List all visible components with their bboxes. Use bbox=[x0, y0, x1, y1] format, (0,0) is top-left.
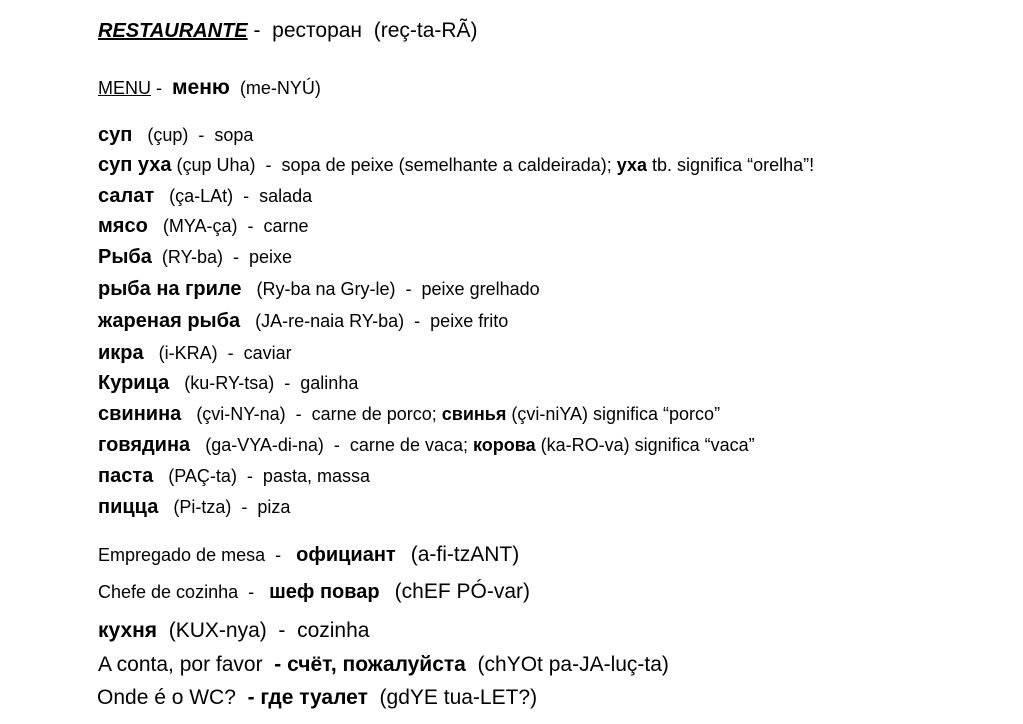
staff-portuguese: Empregado de mesa - bbox=[98, 545, 282, 565]
menu-word: MENU bbox=[98, 78, 151, 98]
bill-pronunciation: (chYOt pa-JA-luç-ta) bbox=[477, 653, 669, 676]
bill-separator: - bbox=[274, 653, 282, 676]
wc-russian: где туалет bbox=[260, 686, 368, 709]
vocab-russian: суп уха bbox=[98, 154, 172, 176]
title-word: RESTAURANTE bbox=[98, 20, 248, 42]
vocab-russian: жареная рыба bbox=[98, 310, 241, 332]
vocab-item bbox=[98, 466, 370, 486]
vocab-translation: (MYA-ça) - carne bbox=[162, 216, 309, 236]
vocab-translation: (ku-RY-tsa) - galinha bbox=[184, 373, 359, 393]
vocab-translation-secondary: (çvi-niYA) significa “porco” bbox=[506, 404, 721, 424]
bill-russian: счёт, пожалуйста bbox=[287, 653, 466, 676]
vocab-russian: икра bbox=[98, 342, 144, 364]
vocab-item bbox=[98, 373, 358, 393]
page-title bbox=[98, 20, 478, 41]
vocab-russian: Курица bbox=[98, 372, 170, 394]
kitchen-line bbox=[98, 620, 369, 641]
kitchen-translation: (KUX-nya) - cozinha bbox=[168, 619, 370, 642]
vocab-russian: мясо bbox=[98, 215, 148, 237]
wc-portuguese: Onde é o WC? bbox=[97, 686, 236, 709]
vocab-translation-secondary: tb. significa “orelha”! bbox=[647, 155, 815, 175]
vocab-translation: (çvi-NY-na) - carne de porco; bbox=[196, 404, 442, 424]
bill-portuguese: A conta, por favor bbox=[98, 653, 263, 676]
vocab-translation: (RY-ba) - peixe bbox=[161, 247, 292, 267]
vocab-translation: (ça-LAt) - salada bbox=[169, 186, 313, 206]
vocab-russian: Рыба bbox=[98, 246, 152, 268]
vocab-russian-secondary: уха bbox=[616, 155, 648, 175]
vocab-russian-secondary: свинья bbox=[441, 404, 507, 424]
staff-item bbox=[98, 581, 530, 602]
vocab-item bbox=[98, 155, 814, 175]
vocab-russian: салат bbox=[98, 185, 155, 207]
vocab-russian: суп bbox=[98, 124, 133, 146]
staff-pronunciation: (chEF PÓ-var) bbox=[394, 580, 530, 603]
vocab-translation: (çup) - sopa bbox=[147, 125, 254, 145]
vocab-translation: (çup Uha) - sopa de peixe (semelhante a caldeirada); bbox=[176, 155, 617, 175]
vocab-russian: рыба на гриле bbox=[98, 278, 242, 300]
vocab-russian-secondary: корова bbox=[472, 435, 536, 455]
menu-russian: меню bbox=[172, 76, 230, 99]
vocab-item bbox=[98, 279, 540, 299]
title-pronunciation: (reç-ta-RÃ) bbox=[373, 19, 478, 42]
menu-line bbox=[98, 77, 321, 98]
vocab-item bbox=[98, 497, 290, 517]
title-separator: - bbox=[247, 19, 267, 42]
wc-pronunciation: (gdYE tua-LET?) bbox=[379, 686, 538, 709]
staff-russian: официант bbox=[296, 544, 396, 566]
vocab-item bbox=[98, 186, 312, 206]
vocab-item bbox=[98, 435, 755, 455]
vocab-translation: (PAÇ-ta) - pasta, massa bbox=[168, 466, 370, 486]
vocab-item bbox=[98, 125, 253, 145]
kitchen-russian: кухня bbox=[98, 619, 158, 642]
vocab-russian: пицца bbox=[98, 496, 159, 518]
vocab-item bbox=[98, 404, 720, 424]
vocab-item bbox=[98, 216, 309, 236]
title-russian: ресторан bbox=[272, 19, 363, 42]
vocab-translation: (JA-re-naia RY-ba) - peixe frito bbox=[255, 311, 509, 331]
staff-portuguese: Chefe de cozinha - bbox=[98, 582, 255, 602]
vocab-translation: (i-KRA) - caviar bbox=[158, 343, 292, 363]
menu-pronunciation: (me-NYÚ) bbox=[239, 78, 321, 98]
staff-pronunciation: (a-fi-tzANT) bbox=[410, 543, 520, 566]
staff-russian: шеф повар bbox=[269, 581, 380, 603]
vocab-russian: паста bbox=[98, 465, 154, 487]
staff-item bbox=[98, 544, 519, 565]
vocab-russian: говядина bbox=[98, 434, 191, 456]
vocab-item bbox=[98, 311, 508, 331]
vocab-translation: (ga-VYA-di-na) - carne de vaca; bbox=[205, 435, 473, 455]
vocab-translation-secondary: (ka-RO-va) significa “vaca” bbox=[535, 435, 755, 455]
bill-phrase bbox=[98, 654, 669, 675]
vocab-item bbox=[98, 247, 292, 267]
vocab-russian: свинина bbox=[98, 403, 182, 425]
vocab-item bbox=[98, 343, 292, 363]
vocab-translation: (Ry-ba na Gry-le) - peixe grelhado bbox=[256, 279, 540, 299]
wc-separator: - bbox=[247, 686, 255, 709]
menu-separator: - bbox=[151, 78, 167, 98]
wc-phrase bbox=[97, 687, 537, 708]
vocab-translation: (Pi-tza) - piza bbox=[173, 497, 291, 517]
